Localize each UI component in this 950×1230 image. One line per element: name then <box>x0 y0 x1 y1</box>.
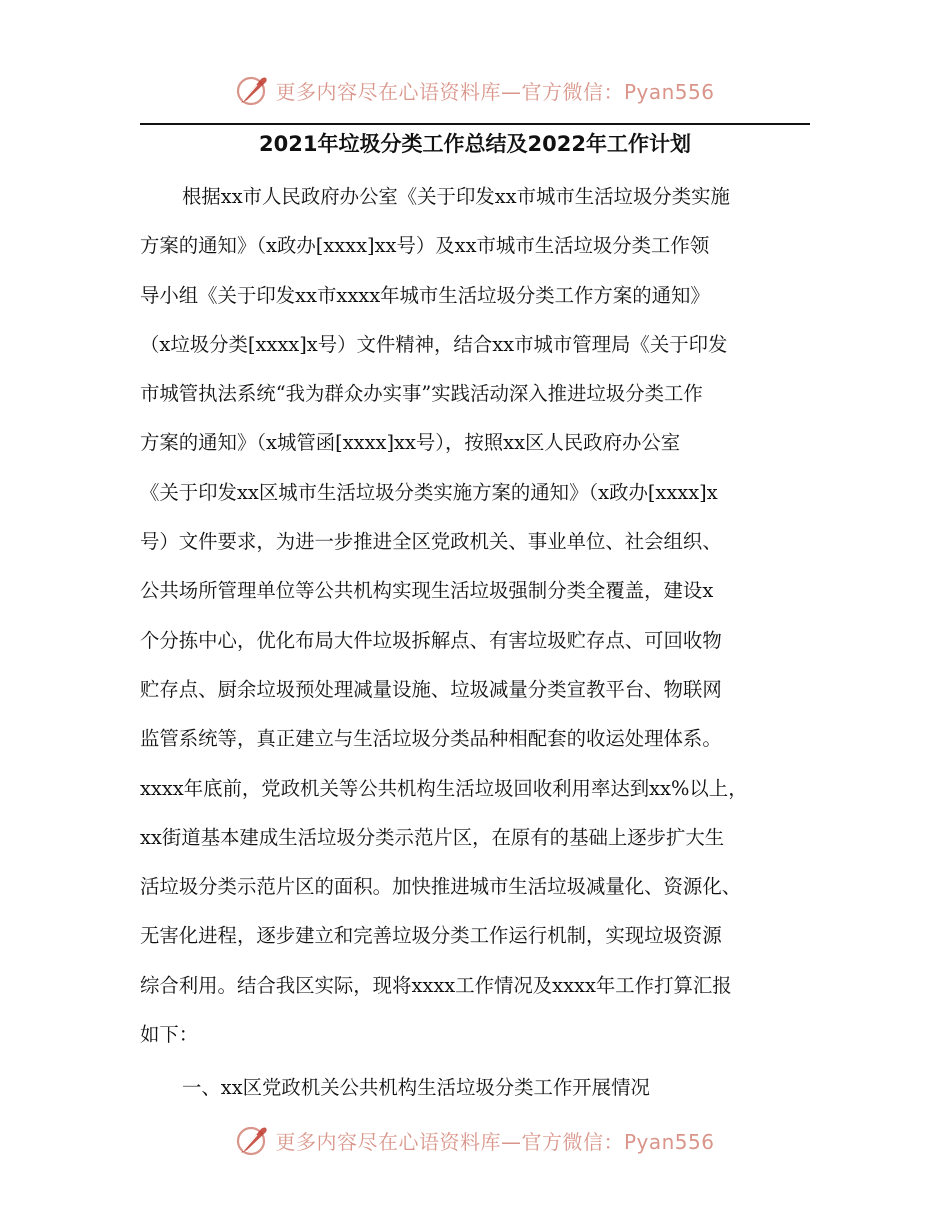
header-watermark <box>0 70 950 110</box>
text-line: 贮存点、厨余垃圾预处理减量设施、垃圾减量分类宣教平台、物联网 <box>140 677 722 701</box>
text-line: 无害化进程，逐步建立和完善垃圾分类工作运行机制，实现垃圾资源 <box>140 924 722 948</box>
text-line: 导小组《关于印发xx市xxxx年城市生活垃圾分类工作方案的通知》 <box>140 283 710 307</box>
body-paragraph <box>140 176 812 1063</box>
watermark-text: 更多内容尽在心语资料库—官方微信：Pyan556 <box>275 1129 715 1154</box>
text-line: 公共场所管理单位等公共机构实现生活垃圾强制分类全覆盖，建设x <box>140 579 714 603</box>
header-rule <box>140 123 810 125</box>
text-line: 根据xx市人民政府办公室《关于印发xx市城市生活垃圾分类实施 <box>182 185 730 208</box>
text-line: 监管系统等，真正建立与生活垃圾分类品种相配套的收运处理体系。 <box>140 727 722 751</box>
text-line: （x垃圾分类[xxxx]x号）文件精神，结合xx市城市管理局《关于印发 <box>140 332 728 356</box>
text-line: 方案的通知》（x政办[xxxx]xx号）及xx市城市生活垃圾分类工作领 <box>140 234 710 258</box>
text-line: 市城管执法系统“我为群众办实事”实践活动深入推进垃圾分类工作 <box>140 382 703 406</box>
quill-logo-icon <box>235 73 269 107</box>
quill-logo-icon <box>235 1123 269 1157</box>
section-heading: 一、xx区党政机关公共机构生活垃圾分类工作开展情况 <box>182 1076 650 1099</box>
text-line: 个分拣中心，优化布局大件垃圾拆解点、有害垃圾贮存点、可回收物 <box>140 628 722 652</box>
footer-watermark <box>0 1120 950 1160</box>
text-line: 活垃圾分类示范片区的面积。加快推进城市生活垃圾减量化、资源化、 <box>140 875 742 899</box>
document-title: 2021年垃圾分类工作总结及2022年工作计划 <box>259 132 691 156</box>
text-line: 综合利用。结合我区实际，现将xxxx工作情况及xxxx年工作打算汇报 <box>140 973 732 997</box>
text-line: 号）文件要求，为进一步推进全区党政机关、事业单位、社会组织、 <box>140 530 722 554</box>
watermark-text: 更多内容尽在心语资料库—官方微信：Pyan556 <box>275 79 715 104</box>
text-line: 如下： <box>140 1023 199 1047</box>
text-line: xx街道基本建成生活垃圾分类示范片区，在原有的基础上逐步扩大生 <box>140 825 725 849</box>
text-line: xxxx年底前，党政机关等公共机构生活垃圾回收利用率达到xx%以上， <box>140 776 748 800</box>
text-line: 《关于印发xx区城市生活垃圾分类实施方案的通知》（x政办[xxxx]x <box>140 480 718 504</box>
text-line: 方案的通知》（x城管函[xxxx]xx号），按照xx区人民政府办公室 <box>140 431 681 455</box>
